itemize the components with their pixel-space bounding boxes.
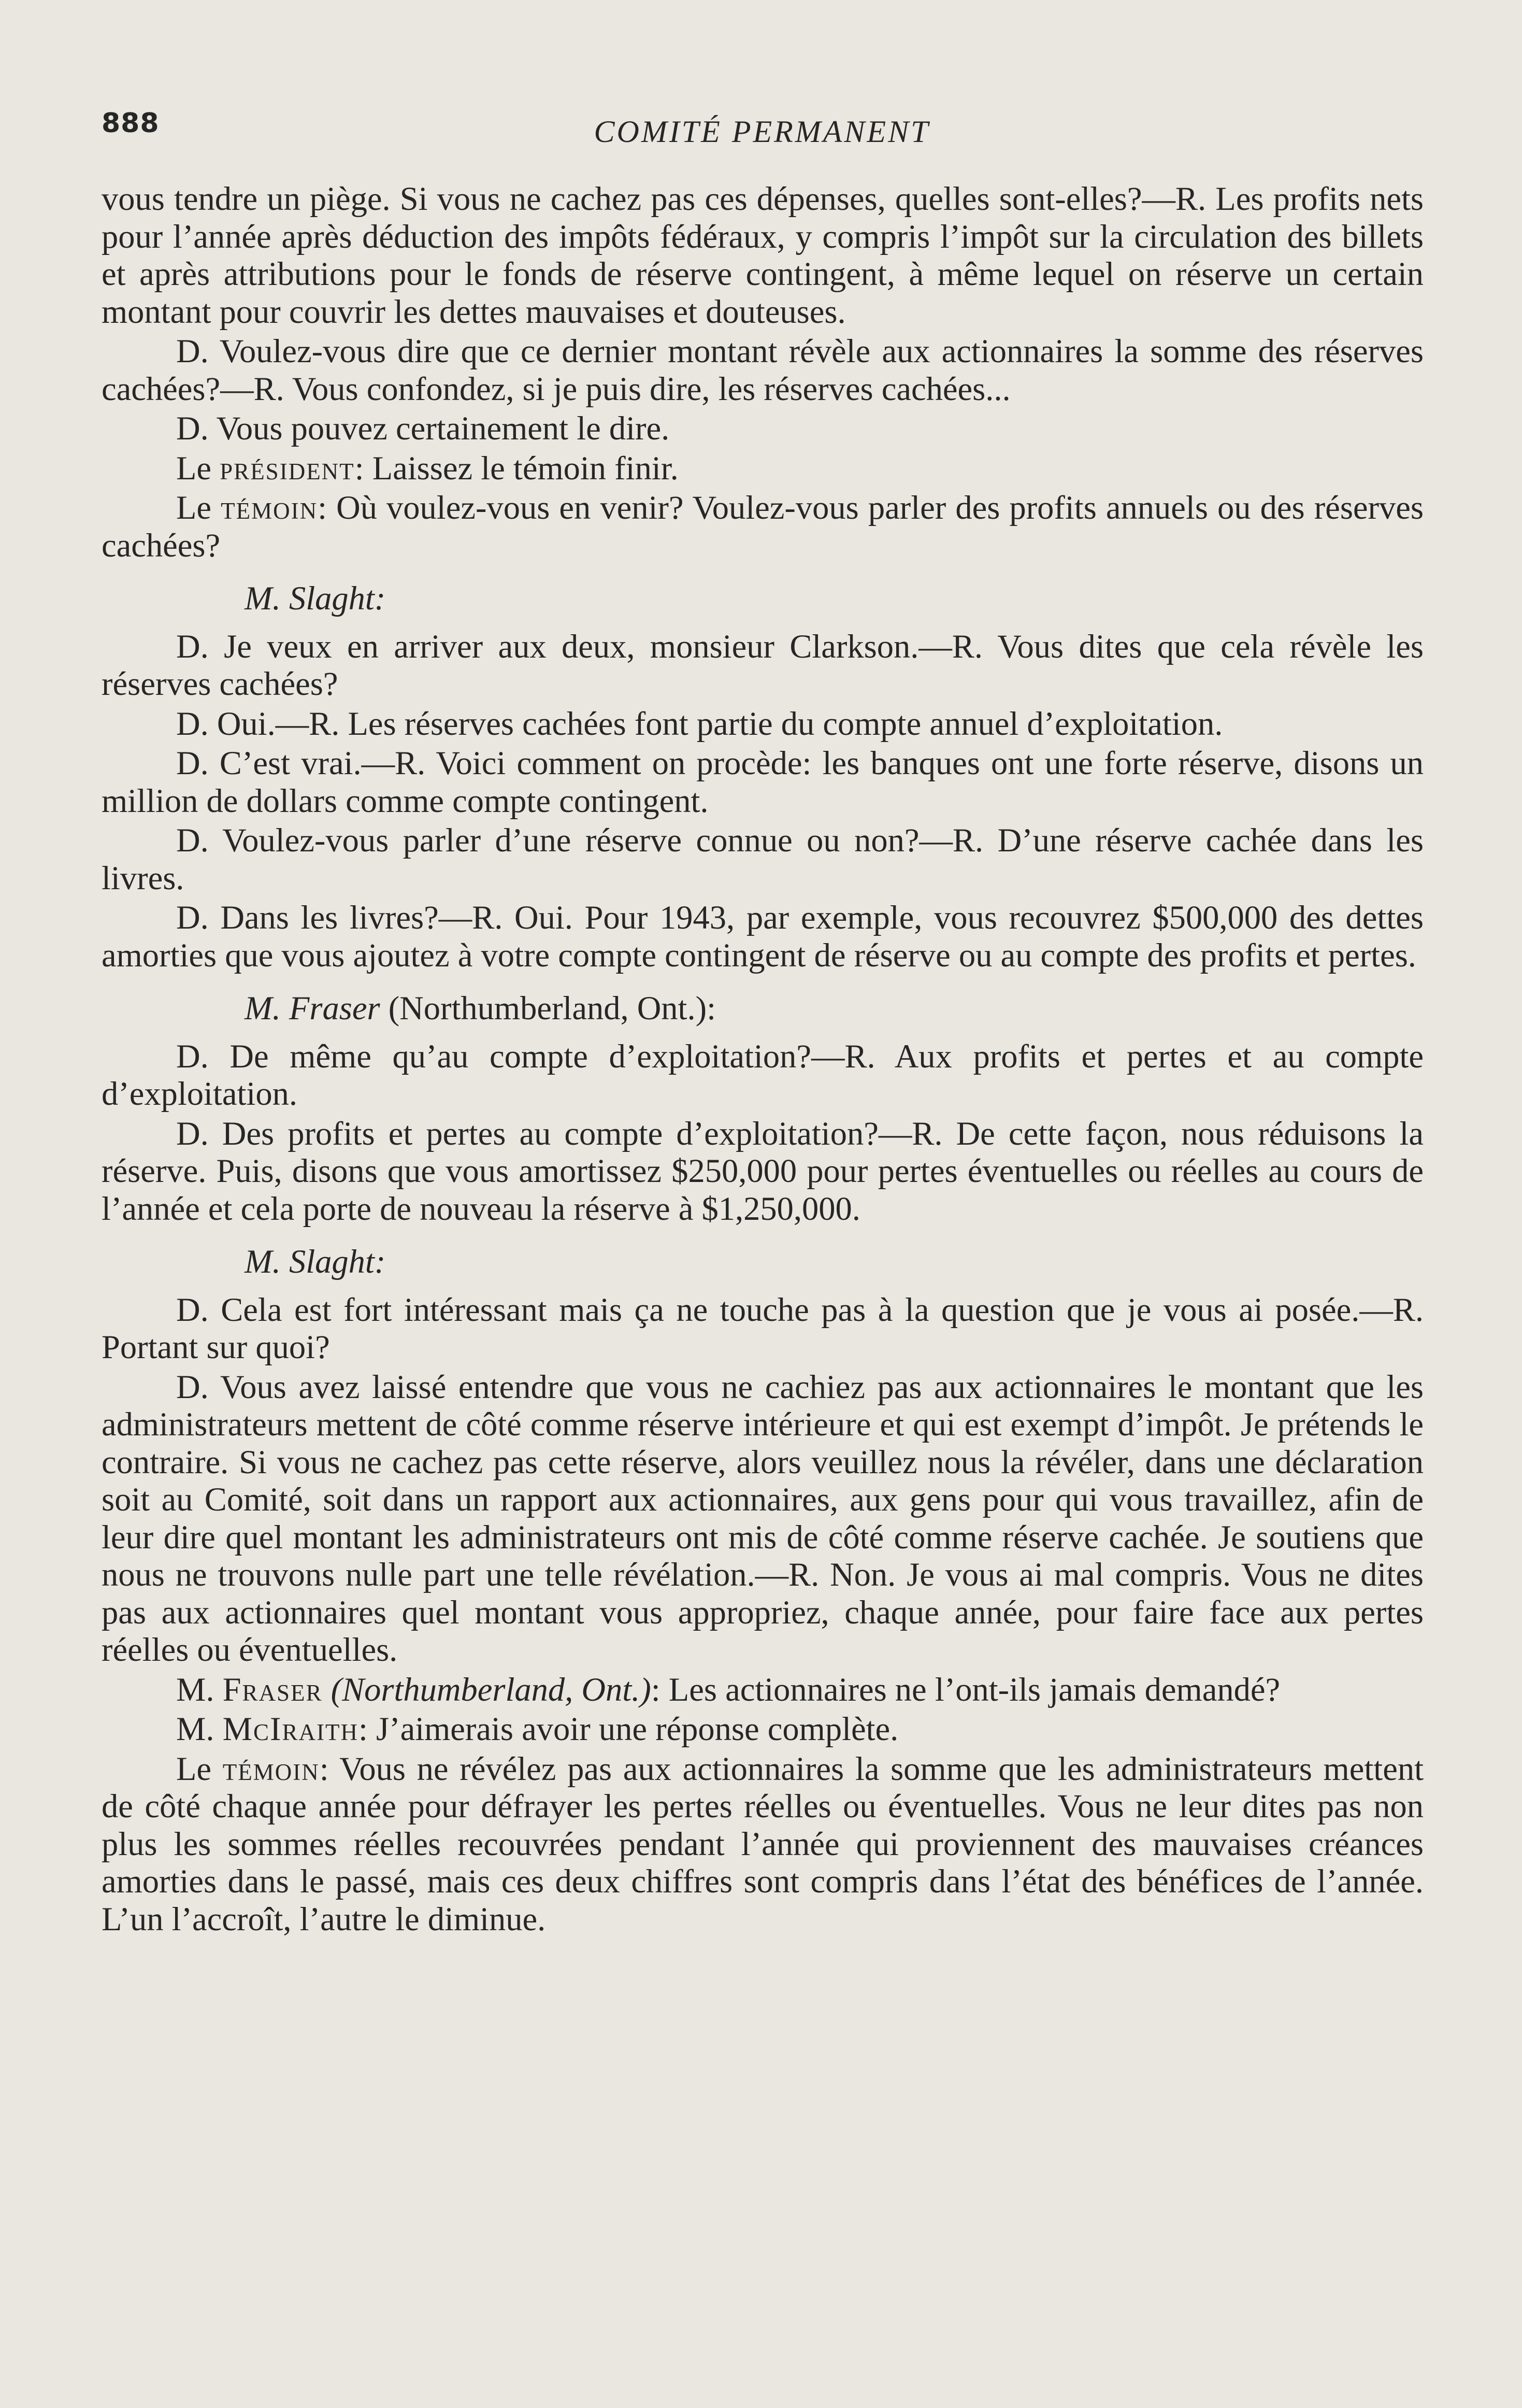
speaker-name: président (220, 449, 355, 487)
body-text (102, 180, 1424, 1940)
speaker-heading-fraser (102, 990, 1424, 1028)
paragraph: D. Des profits et pertes au compte d’exploitation?—R. De cette façon, nous réduisons la réserve. Puis, disons que vous amortissez $250,000 pour pertes éventuelles ou réelles au cours de l’année et cela porte de nouveau la réserve à $1,250,000. (102, 1115, 1424, 1227)
paragraph: D. Dans les livres?—R. Oui. Pour 1943, par exemple, vous recouvrez $500,000 des dettes amorties que vous ajoutez à votre compte contingent de réserve ou au compte des profits et pertes. (102, 899, 1424, 974)
speaker-heading-slaght: M. Slaght: (245, 1243, 386, 1280)
running-title: COMITÉ PERMANENT (594, 115, 930, 149)
speaker-prefix: M. (176, 1671, 214, 1708)
speaker-line-temoin (102, 489, 1424, 564)
speaker-heading-slaght: M. Slaght: (245, 580, 386, 617)
speaker-line-temoin (102, 1750, 1424, 1939)
speaker-region: (Northumberland, Ont.): (388, 990, 716, 1027)
speaker-text: : J’aimerais avoir une réponse complète. (358, 1711, 899, 1747)
speaker-line-mcilraith (102, 1711, 1424, 1748)
speaker-prefix: Le (176, 449, 212, 487)
speaker-prefix: M. (176, 1711, 214, 1747)
speaker-text: : Les actionnaires ne l’ont-ils jamais demandé? (651, 1671, 1281, 1708)
speaker-name: McIraith (222, 1711, 358, 1747)
speaker-region: (Northumberland, Ont.) (331, 1671, 651, 1708)
paragraph: D. Je veux en arriver aux deux, monsieur Clarkson.—R. Vous dites que cela révèle les réserves cachées? (102, 628, 1424, 702)
paragraph: D. Voulez-vous parler d’une réserve connue ou non?—R. D’une réserve cachée dans les livres. (102, 822, 1424, 896)
speaker-text: : Vous ne révélez pas aux actionnaires la somme que les administrateurs mettent de côté chaque année pour défrayer les pertes réelles ou éventuelles. Vous ne leur dites pas non plus les sommes réelles recouvrées pendant l’année qui proviennent des mauvaises créances amorties dans le passé, mais ces deux chiffres sont compris dans l’état des bénéfices de l’année. L’un l’accroît, l’autre le diminue. (102, 1750, 1424, 1937)
page-number: 888 (102, 108, 160, 139)
paragraph: vous tendre un piège. Si vous ne cachez pas ces dépenses, quelles sont-elles?—R. Les profits nets pour l’année après déduction des impôts fédéraux, y compris l’impôt sur la circulation des billets et après attributions pour le fonds de réserve contingent, à même lequel on réserve un certain montant pour couvrir les dettes mauvaises et douteuses. (102, 180, 1424, 330)
page-header (102, 108, 1423, 154)
paragraph: D. Cela est fort intéressant mais ça ne touche pas à la question que je vous ai posée.—R. Portant sur quoi? (102, 1291, 1424, 1365)
paragraph: D. Vous pouvez certainement le dire. (176, 410, 670, 447)
speaker-line-president (102, 450, 1424, 488)
speaker-prefix: Le (176, 489, 212, 526)
speaker-name: témoin (222, 1750, 320, 1787)
paragraph: D. Voulez-vous dire que ce dernier montant révèle aux actionnaires la somme des réserves cachées?—R. Vous confondez, si je puis dire, les réserves cachées... (102, 333, 1424, 407)
paragraph: D. De même qu’au compte d’exploitation?—R. Aux profits et pertes et au compte d’exploitation. (102, 1037, 1424, 1112)
speaker-line-fraser (102, 1671, 1424, 1709)
speaker-name: témoin (221, 489, 318, 526)
speaker-name: M. Fraser (245, 990, 380, 1027)
speaker-text: : Laissez le témoin finir. (354, 449, 679, 487)
speaker-prefix: Le (176, 1750, 212, 1787)
paragraph: D. C’est vrai.—R. Voici comment on procède: les banques ont une forte réserve, disons un million de dollars comme compte contingent. (102, 745, 1424, 819)
speaker-text: : Où voulez-vous en venir? Voulez-vous parler des profits annuels ou des réserves cachées? (102, 489, 1424, 564)
paragraph: D. Oui.—R. Les réserves cachées font partie du compte annuel d’exploitation. (176, 705, 1223, 742)
paragraph: D. Vous avez laissé entendre que vous ne cachiez pas aux actionnaires le montant que les administrateurs mettent de côté comme réserve intérieure et qui est exempt d’impôt. Je prétends le contraire. Si vous ne cachez pas cette réserve, alors veuillez nous la révéler, dans une déclaration soit au Comité, soit dans un rapport aux actionnaires, aux gens pour qui vous travaillez, afin de leur dire quel montant les administrateurs ont mis de côté comme réserve cachée. Je soutiens que nous ne trouvons nulle part une telle révélation.—R. Non. Je vous ai mal compris. Vous ne dites pas aux actionnaires quel montant vous appropriez, chaque année, pour faire face aux pertes réelles ou éventuelles. (102, 1368, 1424, 1668)
speaker-name: Fraser (222, 1671, 323, 1708)
